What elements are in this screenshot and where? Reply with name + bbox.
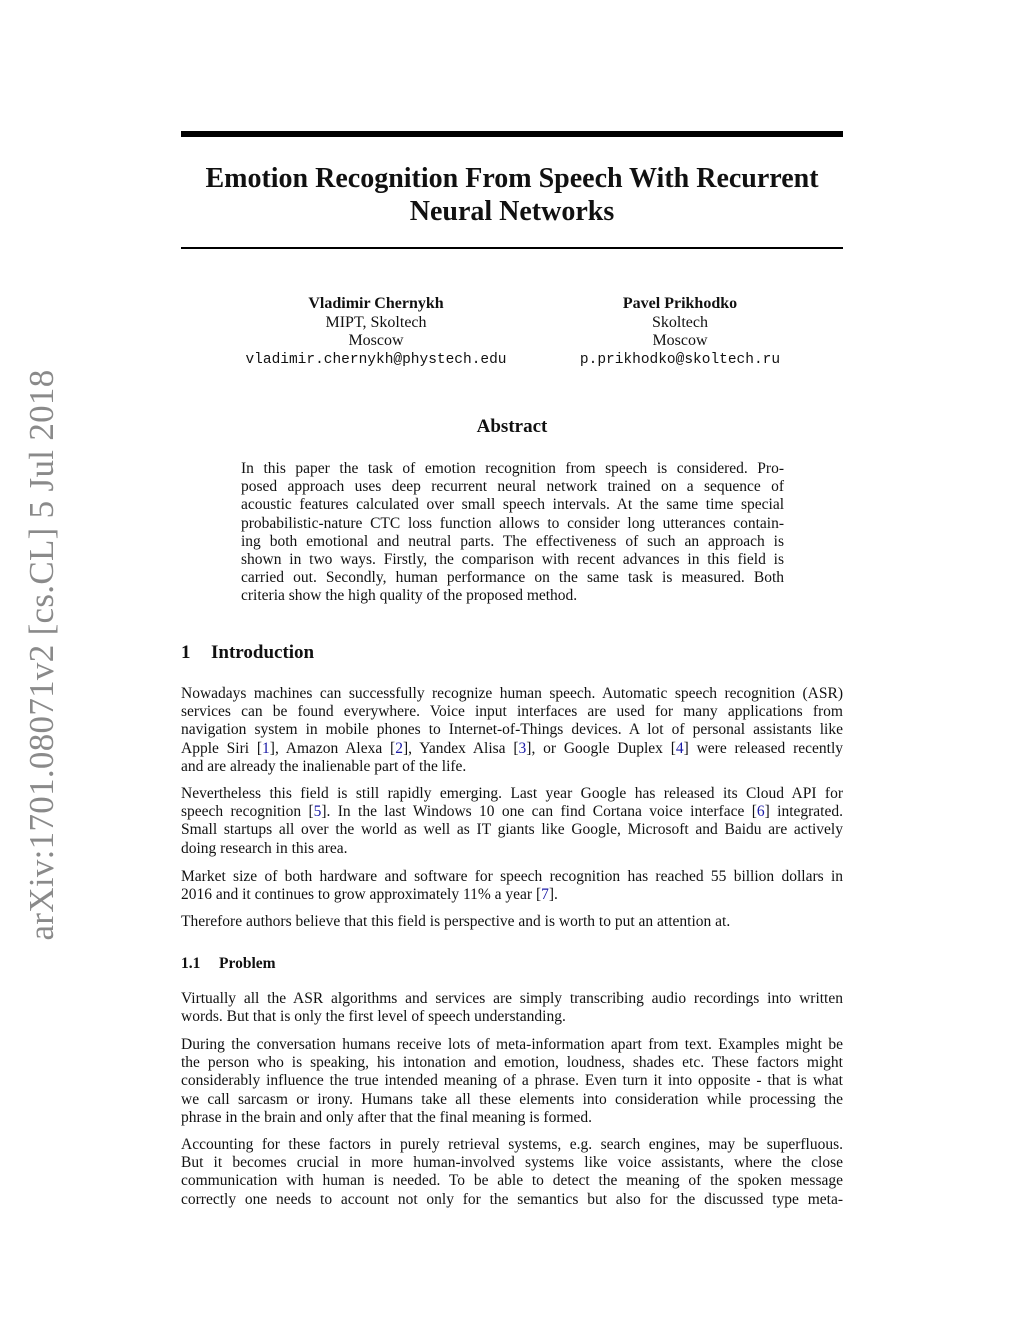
abstract-line: criteria show the high quality of the proposed method. [241, 587, 578, 605]
paragraph-line: the person who is speaking, his intonation and emotion, loudness, shades etc. These factors might [181, 1054, 843, 1072]
paragraph-line: navigation system in mobile phones to Internet-of-Things devices. A lot of personal assistants like [181, 721, 843, 739]
paper-title [181, 162, 843, 228]
paragraph-line: During the conversation humans receive lots of meta-information apart from text. Examples might be [181, 1036, 843, 1053]
paragraph-line: correctly one needs to account not only for the semantics but also for the discussed type meta- [181, 1190, 843, 1208]
title-line-1: Emotion Recognition From Speech With Recurrent [205, 163, 819, 194]
paragraph-line: Virtually all the ASR algorithms and services are simply transcribing audio recordings into written [181, 990, 843, 1007]
paragraph-line: Nevertheless this field is still rapidly emerging. Last year Google has released its Cloud API for [181, 785, 843, 802]
citation-link[interactable]: 1 [262, 739, 270, 757]
problem-paragraph-2 [181, 1036, 843, 1127]
abstract-line: In this paper the task of emotion recognition from speech is considered. Pro- [241, 460, 784, 477]
author-block-2 [560, 295, 800, 369]
author-city: Moscow [348, 332, 404, 349]
abstract-line: ing both emotional and neutral parts. The effectiveness of such an approach is [241, 532, 784, 550]
subsection-heading-problem [181, 955, 276, 973]
citation-link[interactable]: 4 [675, 739, 684, 757]
citation-link[interactable]: 7 [541, 886, 549, 904]
citation-link[interactable]: 3 [518, 739, 527, 757]
paragraph-line: Accounting for these factors in purely retrieval systems, e.g. search engines, may be superfluous. [181, 1136, 843, 1153]
subsection-title: Problem [219, 955, 276, 972]
author-email[interactable]: p.prikhodko@skoltech.ru [579, 351, 781, 368]
text-run: ], Yandex Alisa [ [402, 739, 519, 757]
paragraph-line: we call sarcasm or irony. Humans take all these elements into consideration while processing the [181, 1090, 843, 1108]
section-heading-introduction [181, 642, 314, 664]
title-line-2: Neural Networks [409, 196, 615, 227]
text-run: ]. In the last Windows 10 one can find Cortana voice interface [ [321, 803, 757, 821]
abstract-heading: Abstract [476, 416, 548, 437]
author-city: Moscow [652, 332, 708, 349]
abstract-line: acoustic features calculated over small speech intervals. At the same time special [241, 496, 784, 514]
paragraph-line: phrase in the brain and only after that the final meaning is formed. [181, 1108, 593, 1126]
paragraph-line: Therefore authors believe that this field is perspective and is worth to put an attention at. [181, 913, 731, 930]
author-name: Vladimir Chernykh [308, 295, 444, 312]
paragraph-line: Market size of both hardware and software for speech recognition has reached 55 billion dollars in [181, 868, 843, 885]
text-run: ], Amazon Alexa [ [269, 739, 396, 757]
paragraph-line: communication with human is needed. To be able to detect the meaning of the spoken message [181, 1172, 843, 1190]
paragraph-line: considerably influence the true intended meaning of a phrase. Even turn it into opposite - that is what [181, 1072, 843, 1090]
text-run: ] were released recently [683, 739, 843, 757]
abstract-line: posed approach uses deep recurrent neural network trained on a sequence of [241, 478, 784, 496]
arxiv-identifier-stamp: arXiv:1701.08071v2 [cs.CL] 5 Jul 2018 [22, 369, 61, 941]
section-number: 1 [181, 642, 191, 663]
paragraph-line [181, 886, 843, 904]
problem-paragraph-1 [181, 990, 843, 1026]
abstract-text [241, 460, 784, 606]
intro-paragraph-4 [181, 913, 843, 931]
title-bottom-rule [181, 247, 843, 249]
subsection-number: 1.1 [181, 955, 201, 972]
paragraph-line: doing research in this area. [181, 839, 348, 857]
abstract-line: probabilistic-nature CTC loss function allows to consider long utterances contain- [241, 514, 784, 532]
intro-paragraph-1 [181, 685, 843, 776]
paragraph-line: But it becomes crucial in more human-involved systems like voice assistants, where the close [181, 1154, 843, 1172]
paragraph-line [181, 740, 843, 758]
paragraph-line: words. But that is only the first level of speech understanding. [181, 1008, 566, 1026]
paragraph-line: and are already the inalienable part of the life. [181, 757, 467, 775]
abstract-line: carried out. Secondly, human performance on the same task is measured. Both [241, 569, 784, 587]
text-run: speech recognition [ [181, 803, 314, 821]
abstract-line: shown in two ways. Firstly, the comparison with recent advances in this field is [241, 551, 784, 569]
citation-link[interactable]: 6 [756, 803, 765, 821]
text-run: 2016 and it continues to grow approximately 11% a year [ [181, 886, 542, 904]
author-affiliation: MIPT, Skoltech [325, 313, 427, 331]
intro-paragraph-3 [181, 868, 843, 904]
section-title: Introduction [211, 642, 315, 663]
paragraph-line: Small startups all over the world as well as IT giants like Google, Microsoft and Baidu are actively [181, 821, 843, 839]
text-run: ] integrated. [764, 803, 843, 821]
title-top-rule [181, 131, 843, 137]
paragraph-line [181, 803, 843, 821]
text-run: Apple Siri [ [181, 739, 263, 757]
text-run: ], or Google Duplex [ [526, 739, 676, 757]
paragraph-line: Nowadays machines can successfully recognize human speech. Automatic speech recognition (ASR) [181, 685, 843, 702]
author-email[interactable]: vladimir.chernykh@phystech.edu [245, 351, 507, 368]
author-affiliation: Skoltech [652, 313, 708, 331]
paragraph-line: services can be found everywhere. Voice input interfaces are used for many applications from [181, 703, 843, 721]
author-block-1 [226, 295, 526, 369]
citation-link[interactable]: 2 [395, 739, 403, 757]
author-name: Pavel Prikhodko [622, 295, 738, 312]
text-run: ]. [548, 886, 558, 904]
intro-paragraph-2 [181, 785, 843, 858]
citation-link[interactable]: 5 [313, 803, 322, 821]
problem-paragraph-3 [181, 1136, 843, 1209]
